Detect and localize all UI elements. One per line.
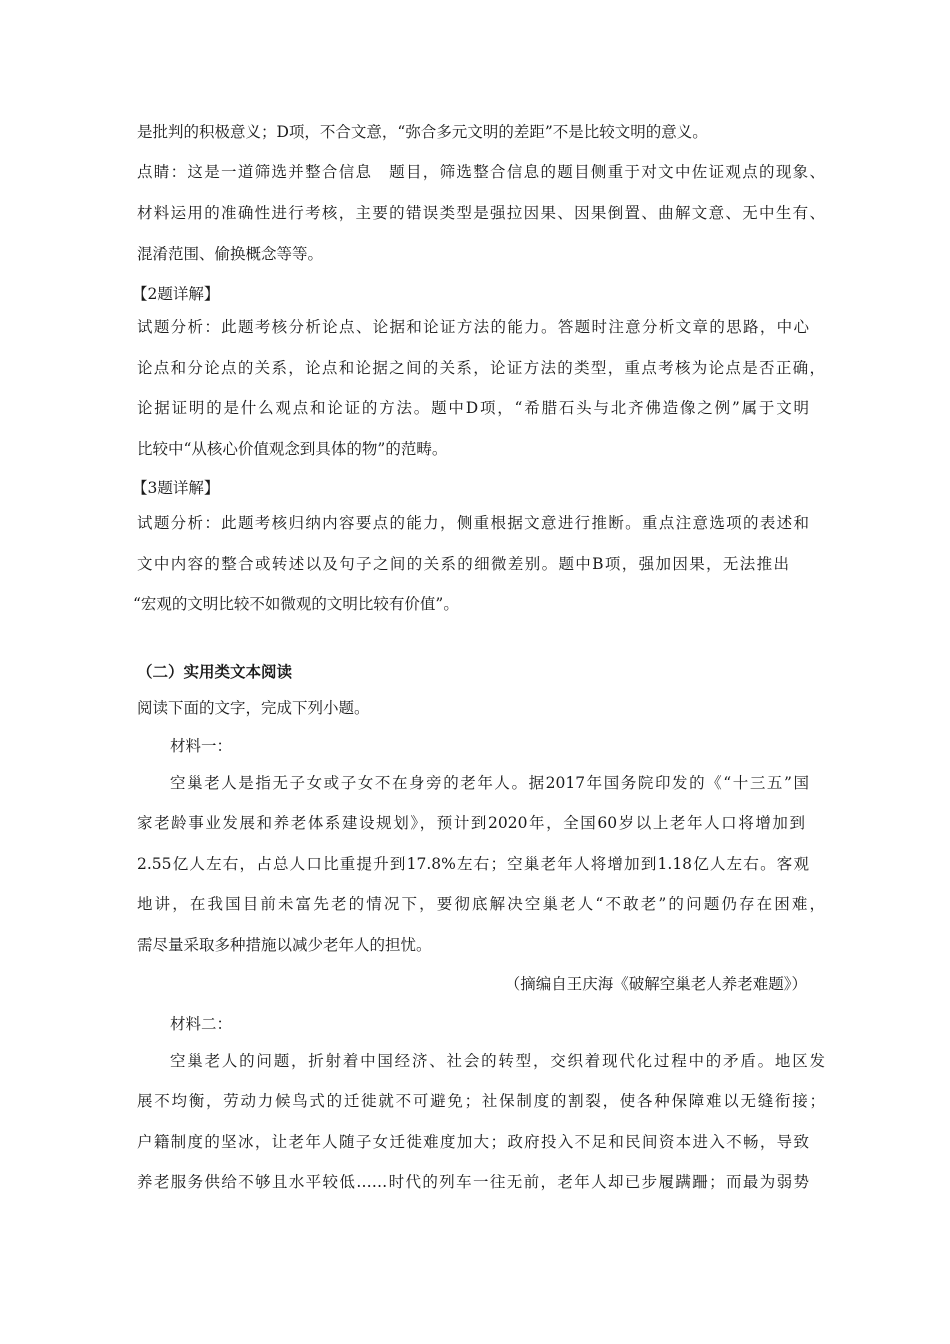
q3-line-3: “宏观的文明比较不如微观的文明比较有价值”。 xyxy=(133,595,459,613)
q2-line-2: 论点和分论点的关系，论点和论据之间的关系，论证方法的类型，重点考核为论点是否正确， xyxy=(137,359,825,377)
q3-heading: 【3题详解】 xyxy=(132,479,220,497)
dianjing-line-2: 材料运用的准确性进行考核，主要的错误类型是强拉因果、因果倒置、曲解文意、无中生有、 xyxy=(137,204,825,222)
answer-continuation: 是批判的积极意义；D项，不合文意，“弥合多元文明的差距”不是比较文明的意义。 xyxy=(137,123,708,141)
q2-line-3: 论据证明的是什么观点和论证的方法。题中D项，“希腊石头与北齐佛造像之例”属于文明 xyxy=(137,399,809,417)
material-1-line-3: 2.55亿人左右，占总人口比重提升到17.8%左右；空巢老年人将增加到1.18亿人左右。客观 xyxy=(137,855,809,873)
q3-line-2: 文中内容的整合或转述以及句子之间的关系的细微差别。题中B项，强加因果，无法推出 xyxy=(137,555,789,573)
dianjing-line-3: 混淆范围、偷换概念等等。 xyxy=(137,245,324,263)
material-1-source: （摘编自王庆海《破解空巢老人养老难题》） xyxy=(504,975,807,993)
q3-line-1: 试题分析：此题考核归纳内容要点的能力，侧重根据文意进行推断。重点注意选项的表述和 xyxy=(137,514,809,532)
material-1-line-5: 需尽量采取多种措施以减少老年人的担忧。 xyxy=(137,936,432,954)
q2-line-1: 试题分析：此题考核分析论点、论据和论证方法的能力。答题时注意分析文章的思路，中心 xyxy=(137,318,809,336)
material-1-line-2: 家老龄事业发展和养老体系建设规划》，预计到2020年，全国60岁以上老年人口将增加到 xyxy=(137,814,805,832)
material-2-line-1: 空巢老人的问题，折射着中国经济、社会的转型，交织着现代化过程中的矛盾。地区发 xyxy=(170,1052,825,1070)
material-1-line-1: 空巢老人是指无子女或子女不在身旁的老年人。据2017年国务院印发的《“十三五”国 xyxy=(170,774,809,792)
q2-line-4: 比较中“从核心价值观念到具体的物”的范畴。 xyxy=(137,440,448,458)
q2-heading: 【2题详解】 xyxy=(132,285,220,303)
material-2-line-3: 户籍制度的坚冰，让老年人随子女迁徙难度加大；政府投入不足和民间资本进入不畅，导致 xyxy=(137,1133,809,1151)
material-2-line-2: 展不均衡，劳动力候鸟式的迁徙就不可避免；社保制度的割裂，使各种保障难以无缝衔接； xyxy=(137,1092,825,1110)
dianjing-line-1: 点睛：这是一道筛选并整合信息 题目，筛选整合信息的题目侧重于对文中佐证观点的现象、 xyxy=(137,163,825,181)
material-1-line-4: 地讲，在我国目前未富先老的情况下，要彻底解决空巢老人“不敢老”的问题仍存在困难， xyxy=(137,895,825,913)
section-instruction: 阅读下面的文字，完成下列小题。 xyxy=(137,699,370,717)
material-1-label: 材料一： xyxy=(170,737,233,755)
material-2-label: 材料二： xyxy=(170,1015,233,1033)
material-2-line-4: 养老服务供给不够且水平较低……时代的列车一往无前，老年人却已步履蹒跚；而最为弱势 xyxy=(137,1173,809,1191)
section-heading: （二）实用类文本阅读 xyxy=(137,663,293,681)
